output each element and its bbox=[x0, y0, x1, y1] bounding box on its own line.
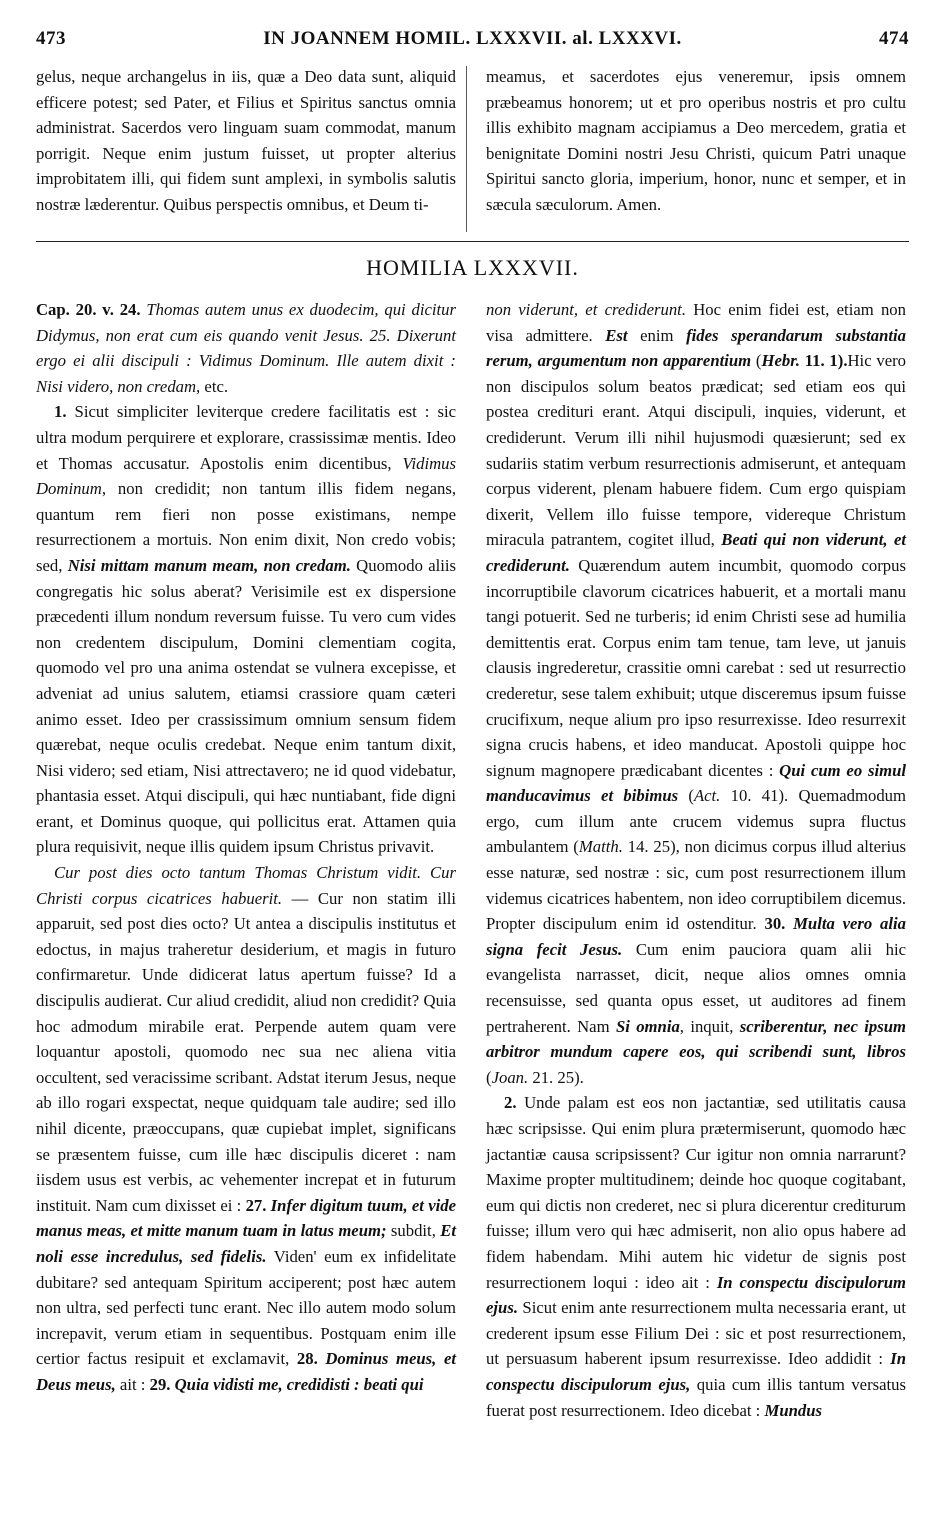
text-run: Hoc enim fidei est, etiam non visa admittere. bbox=[486, 300, 906, 345]
quote: Quia vidisti me, credidisti : beati qui bbox=[170, 1374, 424, 1394]
quote: Si omnia bbox=[615, 1016, 680, 1036]
quote: Qui cum eo simul manducavimus et bibimus bbox=[486, 760, 906, 806]
verse-number: 28. bbox=[296, 1349, 318, 1369]
text-run: Quomodo aliis congregatis hic solus aberat? Verisimile est ex dispersione præcedenti illum nondum reversum fuisse. Tu vero cum vides non credentem discipulum, Domini clementiam cogita, quomodo vel pro una anima ostendat se vulnera excepisse, et adveniat ad unius salutem, etiamsi crassiore quam cæteri animo esset. Ideo per crassissimum omnium sensum fidem quærebat, neque oculis credebat. Neque enim tantum dixit, Nisi videro; sed etiam, Nisi attrectavero; ne id quod videbatur, phantasia esset. Atqui discipuli, qui hæc nuntiabant, fide digni erant, et Dominus quoque, qui pollicitus erat. Attamen quia plura requisivit, neque illis quidem ipsum Christus privavit. bbox=[36, 555, 457, 857]
page-number-left: 473 bbox=[36, 28, 66, 49]
text-run: ( bbox=[678, 786, 694, 806]
section-number: 1. bbox=[54, 402, 67, 422]
quote: non viderunt, et crediderunt. bbox=[486, 300, 686, 319]
section-number: 2. bbox=[504, 1093, 517, 1113]
quote: Est bbox=[605, 325, 628, 345]
text-run: Cum enim pauciora quam alii hic evangelista narrasset, dicit, neque alios omnes omnia recensuisse, sed quanta opus esset, ut auditores ad finem pertraherent. Nam bbox=[486, 939, 906, 1036]
running-head bbox=[36, 28, 909, 56]
chapter-ref: Cap. 20. v. 24. bbox=[36, 300, 141, 319]
column-divider-top bbox=[466, 66, 467, 232]
text-run: Hic vero non discipulos solum beatos prædicat; sed etiam eos qui postea credituri erant. Atqui discipuli, inquies, viderunt, et crediderunt. Verum illi nihil hujusmodi quæsierunt; sed ex sudariis statim verbum resurrectionis admiserunt, et antequam corpus viderent, plenam habuere fidem. Cum ergo quispiam dixerit, Vellem illo fuisse tempore, videreque Christum miracula patrantem, cogitet illud, bbox=[486, 351, 907, 550]
section-2-paragraph bbox=[486, 1090, 906, 1423]
top-right-paragraph: meamus, et sacerdotes ejus veneremur, ipsis omnem præbeamus honorem; ut et pro operibus nostris et pro cultu illis exhibito magnam accipiamus a Deo mercedem, gratia et benignitate Domini nostri Jesu Christi, quicum Patri unaque Spiritui sancto gloria, imperium, honor, nunc et semper, et in sæcula sæculorum. Amen. bbox=[486, 67, 906, 214]
text-run: 10. 41). Quemadmodum ergo, cum illum ante crucem videmus supra fluctus ambulantem ( bbox=[486, 786, 906, 857]
quote: Infer digitum tuum, et vide manus meas, et mitte manum tuam in latus meum; bbox=[36, 1195, 456, 1241]
citation: Hebr. bbox=[761, 351, 800, 371]
text-run: quia cum illis tantum versatus fuerat post resurrectionem. Ideo dicebat : bbox=[486, 1374, 907, 1420]
text-run: ( bbox=[751, 351, 762, 371]
verse-number: 27. bbox=[245, 1195, 267, 1215]
text-run: Unde palam est eos non jactantiæ, sed utilitatis causa hæc scripsisse. Qui enim plura prætermiserunt, quomodo hæc jactantiæ causa scripsissent? Cur igitur non omnia narrarunt? Maxime propter multitudinem; deinde hoc quoque cogitabant, eum qui dictis non crederet, nec si plura dicerentur crediturum fuisse; illum vero qui hæc admiserit, non alio opus habere ad fidem habendam. Mihi autem hic videtur de signis post resurrectionem loqui : ideo ait : bbox=[486, 1093, 906, 1292]
text-run: Viden' eum ex infidelitate dubitare? sed antequam Spiritum acciperent; post hæc autem non ultra, sed perfecti tunc erant. Nec illo autem modo solum increpavit, verum etiam in sequentibus. Postquam enim ille certior factus resipuit et exclamavit, bbox=[36, 1246, 457, 1369]
text-run: Sicut simpliciter leviterque credere facilitatis est : sic ultra modum perquirere et explorare, crassissimæ mentis. Ideo et Thomas accusatur. Apostolis enim dicentibus, bbox=[36, 402, 456, 473]
top-left-column bbox=[36, 64, 456, 218]
citation: Joan. bbox=[491, 1067, 529, 1087]
text-run: ait : bbox=[115, 1374, 150, 1394]
section-1 bbox=[36, 399, 456, 860]
text-run: , inquit, bbox=[679, 1016, 740, 1036]
section-heading: Cur post dies octo tantum Thomas Christum vidit. Cur Christi corpus cicatrices habuerit. bbox=[36, 863, 456, 908]
text-run: Sicut enim ante resurrectionem multa necessaria erant, ut crederent ipsum esse Filium Dei : sic et post resurrectionem, ut persuasum haberent ipsum resurrexisse. Ideo addidit : bbox=[486, 1298, 906, 1369]
section-2 bbox=[36, 860, 456, 1397]
citation: Act. bbox=[693, 786, 721, 806]
running-title: IN JOANNEM HOMIL. LXXXVII. al. LXXXVI. bbox=[263, 28, 682, 49]
quote: In conspectu discipulorum ejus. bbox=[486, 1272, 906, 1318]
text-run: enim bbox=[627, 325, 687, 345]
top-right-column bbox=[486, 64, 906, 218]
citation: Matth. bbox=[578, 837, 623, 857]
verse-number: 30. bbox=[764, 914, 786, 934]
quote: Multa vero alia signa fecit Jesus. bbox=[486, 914, 906, 959]
quote: fides sperandarum substantia rerum, argumentum non apparentium bbox=[486, 325, 906, 371]
text-run: , non credidit; non tantum illis fidem negans, quantum rem fieri non posse existimans, nempe resurrectionem a mortuis. Non enim dixit, Non credo vobis; sed, bbox=[36, 479, 456, 575]
text-run: — Cur non statim illi apparuit, sed post dies octo? Ut antea a discipulis institutus et edoctus, in majus traheretur desiderium, et magis in futuro confirmaretur. Unde didicerat latus apertum fuisse? Id a discipulis audierat. Cur aliud credidit, aliud non credidit? Quia hoc admodum mirabile erat. Perpende autem quam vere loquantur apostoli, quomodo nec sua nec aliena vitia occultent, sed veracissime scribant. Adstat iterum Jesus, neque ab illo rogari exspectat, neque quidquam tale audire; sed illo nihil dicente, præoccupans, quæ cupiebat implet, significans se præsentem fuisse, cum ille hæc discipulis diceret : nam iisdem usus est verbis, ac vehementer increpat et in futurum instituit. Nam cum dixisset ei : bbox=[36, 888, 457, 1215]
right-column bbox=[486, 297, 906, 1423]
homily-title: HOMILIA LXXXVII. bbox=[366, 255, 579, 280]
page-number-right: 474 bbox=[879, 28, 909, 49]
quote: In conspectu discipulorum ejus, bbox=[486, 1349, 906, 1394]
text-run: 14. 25), non dicimus corpus illud alterius esse naturæ, sed nostræ : sic, cum post resurrectionem illum videmus cicatrices habentem, non ideo corruptibilem dicemus. Propter discipulum enim id ostenditur. bbox=[486, 837, 907, 934]
chapter-lemma bbox=[36, 297, 456, 399]
lemma-text: Thomas autem unus ex duodecim, qui dicitur Didymus, non erat cum eis quando venit Jesus. 25. Dixerunt ergo ei alii discipuli : Vidimus Dominum. Ille autem dixit : Nisi videro, non credam, bbox=[36, 300, 456, 396]
quote: Mundus bbox=[764, 1400, 823, 1420]
quote: Dominus meus, et Deus meus, bbox=[36, 1349, 456, 1394]
lemma-etc: etc. bbox=[200, 376, 229, 396]
quote: Vidimus Dominum bbox=[36, 453, 456, 499]
text-run: 21. 25). bbox=[528, 1067, 584, 1087]
quote: Et noli esse incredulus, sed fidelis. bbox=[36, 1221, 456, 1266]
text-run: ( bbox=[486, 1067, 492, 1087]
quote: Beati qui non viderunt, et crediderunt. bbox=[486, 530, 906, 575]
text-run: Quærendum autem incumbit, quomodo corpus incorruptibile clavorum cicatrices habuerit, et a mortali manu tangi potuerit. Sed ne turberis; id enim Christi sese ad humilia demittentis erat. Corpus enim tam tenue, tam leve, ut januis clausis ingrederetur, crassitie omni carebat : sed ut resurrectio crederetur, sese talem exhibuit; utque disceremus ipsum fuisse crucifixum, neque alium pro ipso resurrexisse. Ideo resurrexit signa crucis habens, et ideo manducat. Apostoli quippe hoc signum magnopere prædicabant dicentes : bbox=[486, 555, 906, 780]
quote: scriberentur, nec ipsum arbitror mundum capere eos, qui scribendi sunt, libros bbox=[486, 1016, 906, 1062]
citation-number: 11. 1). bbox=[799, 351, 848, 371]
section-rule bbox=[36, 241, 909, 242]
section-1-continued bbox=[486, 297, 906, 1090]
text-run: subdit, bbox=[386, 1221, 441, 1241]
left-column bbox=[36, 297, 456, 1398]
quote: Nisi mittam manum meam, non credam. bbox=[67, 555, 351, 575]
top-left-paragraph: gelus, neque archangelus in iis, quæ a Deo data sunt, aliquid efficere potest; sed Pater, et Filius et Spiritus sanctus omnia administrat. Sacerdos vero linguam suam commodat, manum porrigit. Neque enim justum fuisset, ut propter alterius improbitatem illi, qui fidem sunt amplexi, in symbolis salutis nostræ læderentur. Quibus perspectis omnibus, et Deum ti- bbox=[36, 67, 456, 214]
verse-number: 29. bbox=[149, 1374, 171, 1394]
